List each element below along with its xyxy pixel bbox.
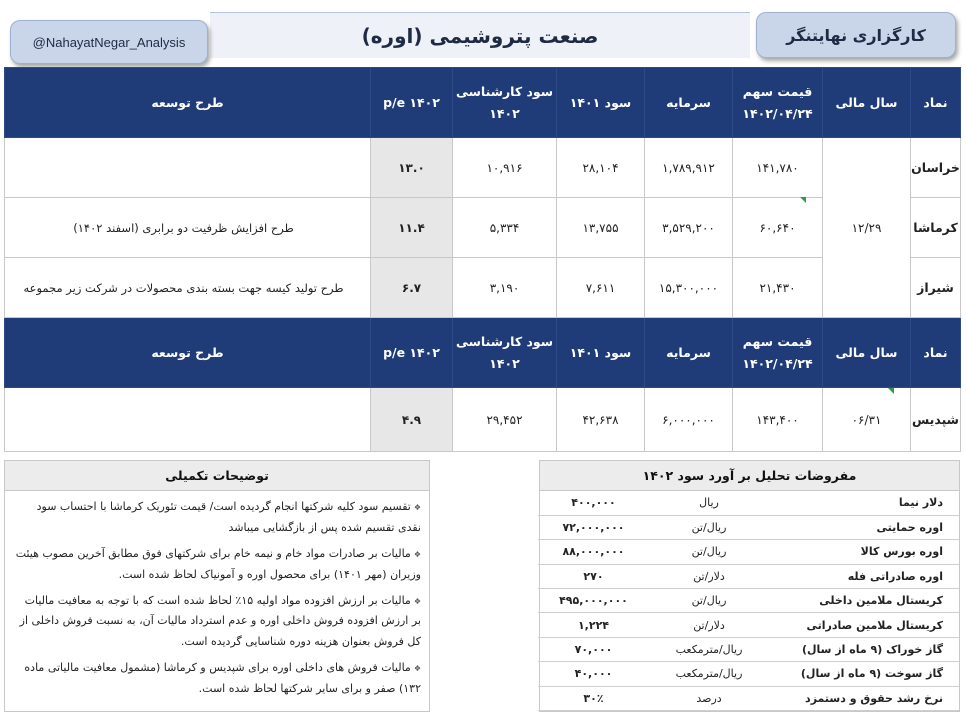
capital-cell: ۳,۵۲۹,۲۰۰	[645, 198, 733, 258]
col-capital: سرمایه	[645, 68, 733, 138]
col-pe: p/e ۱۴۰۲	[371, 318, 453, 388]
profit-cell: ۴۲,۶۳۸	[557, 388, 645, 452]
stocks-table	[4, 67, 961, 452]
expert-profit-cell: ۲۹,۴۵۲	[453, 388, 557, 452]
price-cell: ۶۰,۶۴۰	[733, 198, 823, 258]
assumption-row	[538, 637, 959, 661]
col-symbol: نماد	[911, 318, 961, 388]
notes-title: توضیحات تکمیلی	[5, 461, 429, 491]
col-price-date: ۱۴۰۲/۰۴/۲۴	[742, 105, 813, 121]
col-symbol: نماد	[911, 68, 961, 138]
expert-profit-cell: ۵,۳۳۴	[453, 198, 557, 258]
col-expert-label: سود کارشناسی	[455, 84, 554, 100]
assumption-name: اوره صادراتی فله	[769, 564, 959, 588]
assumption-unit: ریال/تن	[649, 540, 769, 564]
assumption-row	[538, 515, 959, 539]
profit-cell: ۷,۶۱۱	[557, 258, 645, 318]
pe-cell: ۱۳.۰	[371, 138, 453, 198]
pe-cell: ۶.۷	[371, 258, 453, 318]
assumption-value: ۴۹۵,۰۰۰,۰۰۰	[538, 589, 649, 613]
col-profit-1401: سود ۱۴۰۱	[557, 318, 645, 388]
assumption-row	[538, 686, 959, 710]
table-row	[5, 138, 961, 198]
assumption-name: اوره حمایتی	[769, 515, 959, 539]
table-row	[5, 258, 961, 318]
col-price-label: قیمت سهم	[742, 334, 813, 350]
plan-cell	[5, 388, 371, 452]
table-row	[5, 198, 961, 258]
plan-cell	[5, 138, 371, 198]
assumption-value: ۳۰٪	[538, 686, 649, 710]
assumption-row	[538, 491, 959, 515]
price-cell: ۱۴۳,۴۰۰	[733, 388, 823, 452]
cell-comment-marker	[800, 197, 806, 203]
col-price-date: ۱۴۰۲/۰۴/۲۴	[742, 355, 813, 371]
assumption-name: گاز سوخت (۹ ماه از سال)	[769, 662, 959, 686]
assumption-unit: ریال/تن	[649, 515, 769, 539]
table-row	[5, 388, 961, 452]
capital-cell: ۶,۰۰۰,۰۰۰	[645, 388, 733, 452]
assumption-unit: ریال/تن	[649, 589, 769, 613]
profit-cell: ۲۸,۱۰۴	[557, 138, 645, 198]
capital-cell: ۱۵,۳۰۰,۰۰۰	[645, 258, 733, 318]
col-expert-label: سود کارشناسی	[455, 334, 554, 350]
note-item: ❖ مالیات بر صادرات مواد خام و نیمه خام برای شرکتهای فوق مطابق آخرین مصوب هیئت وزیران (مهر ۱۴۰۱) برای محصول اوره و آمونیاک لحاظ شده است.	[13, 544, 421, 586]
assumption-name: نرخ رشد حقوق و دستمزد	[769, 686, 959, 710]
table-header-row	[5, 68, 961, 138]
assumption-name: دلار نیما	[769, 491, 959, 515]
assumption-name: کریستال ملامین صادراتی	[769, 613, 959, 637]
assumption-unit: ریال/مترمکعب	[649, 662, 769, 686]
assumption-value: ۷۰,۰۰۰	[538, 637, 649, 661]
assumption-value: ۸۸,۰۰۰,۰۰۰	[538, 540, 649, 564]
col-plan: طرح توسعه	[5, 68, 371, 138]
col-pe: p/e ۱۴۰۲	[371, 68, 453, 138]
col-price	[733, 318, 823, 388]
symbol-cell: شپدیس	[911, 388, 961, 452]
col-expert-profit	[453, 68, 557, 138]
assumption-row	[538, 540, 959, 564]
symbol-cell: کرماشا	[911, 198, 961, 258]
handle-badge: @NahayatNegar_Analysis	[10, 20, 208, 64]
cell-comment-marker	[888, 388, 894, 394]
table-header-row	[5, 318, 961, 388]
expert-profit-cell: ۳,۱۹۰	[453, 258, 557, 318]
fiscal-year-cell: ۱۲/۲۹	[823, 138, 911, 318]
assumption-unit: ریال/مترمکعب	[649, 637, 769, 661]
plan-cell: طرح تولید کیسه جهت بسته بندی محصولات در شرکت زیر مجموعه	[5, 258, 371, 318]
col-plan: طرح توسعه	[5, 318, 371, 388]
note-item: ❖ مالیات فروش های داخلی اوره برای شپدیس و کرماشا (مشمول معافیت مالیاتی ماده ۱۳۲) صفر و برای سایر شرکتها لحاظ شده است.	[13, 658, 421, 700]
notes-panel	[4, 460, 430, 712]
assumption-name: گاز خوراک (۹ ماه از سال)	[769, 637, 959, 661]
price-cell: ۲۱,۴۳۰	[733, 258, 823, 318]
expert-profit-cell: ۱۰,۹۱۶	[453, 138, 557, 198]
assumption-unit: دلار/تن	[649, 564, 769, 588]
col-fiscal-year: سال مالی	[823, 68, 911, 138]
pe-cell: ۴.۹	[371, 388, 453, 452]
assumption-row	[538, 613, 959, 637]
assumption-name: کریستال ملامین داخلی	[769, 589, 959, 613]
assumption-name: اوره بورس کالا	[769, 540, 959, 564]
col-fiscal-year: سال مالی	[823, 318, 911, 388]
assumptions-table	[538, 491, 959, 711]
assumption-value: ۲۷۰	[538, 564, 649, 588]
assumption-value: ۱,۲۲۴	[538, 613, 649, 637]
plan-cell: طرح افزایش ظرفیت دو برابری (اسفند ۱۴۰۲)	[5, 198, 371, 258]
symbol-cell: خراسان	[911, 138, 961, 198]
note-item: ❖ تقسیم سود کلیه شرکتها انجام گردیده است/ قیمت تئوریک کرماشا با احتساب سود نقدی تقسیم شده پس از بازگشایی میباشد	[13, 497, 421, 539]
assumption-row	[538, 662, 959, 686]
col-price	[733, 68, 823, 138]
pe-cell: ۱۱.۴	[371, 198, 453, 258]
assumption-row	[538, 564, 959, 588]
assumption-unit: ریال	[649, 491, 769, 515]
page-title: صنعت پتروشیمی (اوره)	[210, 12, 750, 58]
assumptions-title: مفروضات تحلیل بر آورد سود ۱۴۰۲	[540, 461, 959, 491]
profit-cell: ۱۳,۷۵۵	[557, 198, 645, 258]
assumption-value: ۷۲,۰۰۰,۰۰۰	[538, 515, 649, 539]
note-item: ❖ مالیات بر ارزش افزوده مواد اولیه ۱۵٪ لحاظ شده است که با توجه به معافیت مالیات بر ارزش افزوده فروش داخلی اوره و عدم استرداد مالیات آن، به نسبت فروش داخلی از کل فروش بعنوان هزینه دوره شناسایی گردیده است.	[13, 591, 421, 654]
assumption-value: ۴۰۰,۰۰۰	[538, 491, 649, 515]
broker-badge: کارگزاری نهایتنگر	[756, 12, 956, 58]
col-expert-year: ۱۴۰۲	[489, 355, 520, 371]
col-expert-profit	[453, 318, 557, 388]
price-cell: ۱۴۱,۷۸۰	[733, 138, 823, 198]
col-capital: سرمایه	[645, 318, 733, 388]
col-price-label: قیمت سهم	[742, 84, 813, 100]
assumption-row	[538, 589, 959, 613]
notes-list	[5, 491, 429, 700]
col-expert-year: ۱۴۰۲	[489, 105, 520, 121]
capital-cell: ۱,۷۸۹,۹۱۲	[645, 138, 733, 198]
assumption-unit: دلار/تن	[649, 613, 769, 637]
fiscal-year-cell: ۰۶/۳۱	[823, 388, 911, 452]
symbol-cell: شیراز	[911, 258, 961, 318]
assumptions-panel	[539, 460, 960, 712]
assumption-unit: درصد	[649, 686, 769, 710]
assumption-value: ۴۰,۰۰۰	[538, 662, 649, 686]
col-profit-1401: سود ۱۴۰۱	[557, 68, 645, 138]
